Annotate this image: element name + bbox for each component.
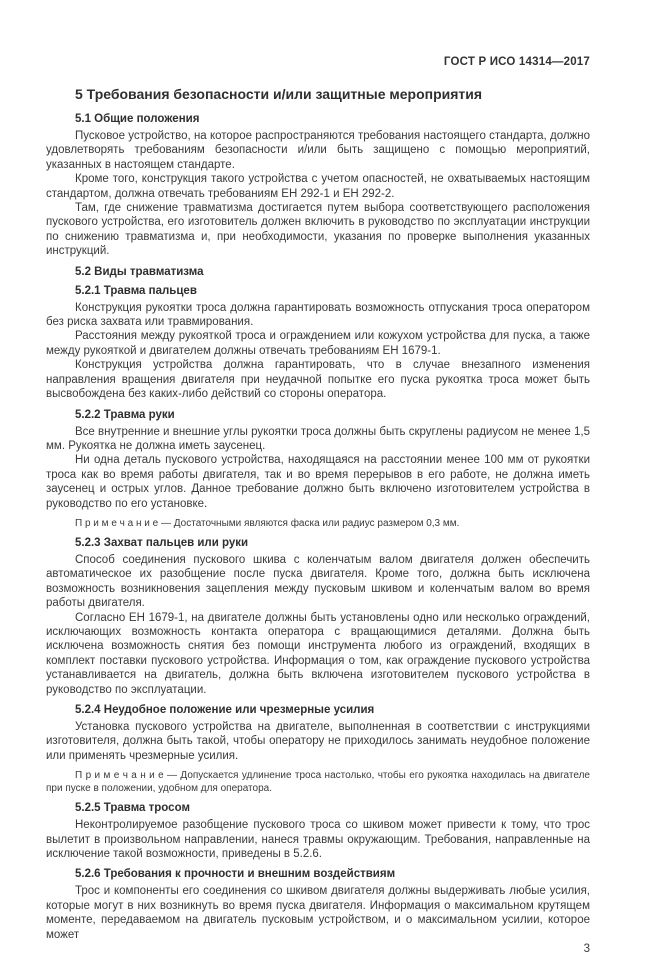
paragraph: Все внутренние и внешние углы рукоятки троса должны быть скруглены радиусом не менее 1,5 мм. Рукоятка не должна иметь заусенец. — [46, 425, 590, 452]
paragraph: Расстояния между рукояткой троса и ограждением или кожухом устройства для пуска, а также между рукояткой и двигателем должны отвечать требованиям ЕН 1679-1. — [46, 330, 590, 357]
note: П р и м е ч а н и е — Достаточными являются фаска или радиус размером 0,3 мм. — [75, 517, 460, 529]
section-heading-5-1: 5.1 Общие положения — [75, 113, 200, 125]
paragraph: Там, где снижение травматизма достигается путем выбора соответствующего расположения пускового устройства, его изготовитель должен включить в руководство по эксплуатации инструкции по снижению травматизма и, при необходимости, указания по проверке выполнения указанных инструкций. — [46, 202, 590, 258]
document-header: ГОСТ Р ИСО 14314—2017 — [443, 56, 590, 68]
paragraph: Неконтролируемое разобщение пускового троса со шкивом может привести к тому, что трос вылетит в произвольном направлении, нанеся травмы окружающим. Требования, направленные на исключение такой возможности, приведены в 5.2.6. — [46, 819, 590, 861]
paragraph: Конструкция рукоятки троса должна гарантировать возможность отпускания троса оператором без риска захвата или травмирования. — [46, 301, 590, 329]
section-heading-5-2-2: 5.2.2 Травма руки — [75, 408, 175, 421]
paragraph: Согласно ЕН 1679-1, на двигателе должны быть установлены одно или несколько ограждений, исключающих возможность контакта оператора с вращающимися деталями. Должна быть исключена возможность снятия без помощи инструмента любого из ограждений, входящих в комплект поставки пускового устройства. Информация о том, как ограждение пускового устройства устанавливается на двигатель, должна быть включена изготовителем пускового устройства в руководство по эксплуатации. — [46, 611, 590, 696]
paragraph: Кроме того, конструкция такого устройства с учетом опасностей, не охватываемых настоящим стандартом, должна отвечать требованиям ЕН 292-1 и ЕН 292-2. — [46, 173, 590, 200]
section-heading-5-2-6: 5.2.6 Требования к прочности и внешним воздействиям — [75, 868, 396, 881]
paragraph: Ни одна деталь пускового устройства, находящаяся на расстоянии менее 100 мм от рукоятки троса как во время работы двигателя, так и во время перерывов в его работе, не должна иметь заусенец и острых углов. Данное требование должно быть включено изготовителем устройства в руководство по его установке. — [46, 454, 590, 510]
page-title: 5 Требования безопасности и/или защитные мероприятия — [75, 86, 483, 102]
section-heading-5-2-5: 5.2.5 Травма тросом — [75, 802, 190, 815]
section-heading-5-2-3: 5.2.3 Захват пальцев или руки — [75, 536, 249, 549]
section-heading-5-2-1: 5.2.1 Травма пальцев — [75, 284, 197, 297]
section-heading-5-2: 5.2 Виды травматизма — [75, 265, 204, 278]
paragraph: Способ соединения пускового шкива с коленчатым валом двигателя должен обеспечить автоматическое их разобщение после пуска двигателя. Кроме того, должна быть исключена возможность возникновения зацепления между пусковым шкивом и коленчатым валом во время работы двигателя. — [46, 553, 590, 610]
paragraph: Трос и компоненты его соединения со шкивом двигателя должны выдерживать любые усилия, которые могут в них возникнуть во время пуска двигателя. Информация о максимальном крутящем моменте, передаваемом на двигатель пусковым устройством, и о максимальном усилии, которое может — [46, 885, 590, 941]
paragraph: Пусковое устройство, на которое распространяются требования настоящего стандарта, должно удовлетворять требованиям безопасности и/или быть защищено с помощью мероприятий, указанных в настоящем стандарте. — [46, 130, 590, 171]
note: П р и м е ч а н и е — Допускается удлинение троса настолько, чтобы его рукоятка находилась на двигателе при пуске в положении, удобном для оператора. — [46, 770, 590, 795]
page-number: 3 — [583, 943, 590, 955]
paragraph: Конструкция устройства должна гарантировать, что в случае внезапного изменения направления вращения двигателя при неудачной попытке его пуска рукоятка троса может быть высвобождена без каких-либо действий со стороны оператора. — [46, 359, 590, 401]
paragraph: Установка пускового устройства на двигателе, выполненная в соответствии с инструкциями изготовителя, должна быть такой, чтобы оператору не приходилось занимать неудобное положение или применять чрезмерные усилия. — [46, 721, 590, 762]
section-heading-5-2-4: 5.2.4 Неудобное положение или чрезмерные усилия — [75, 704, 375, 716]
